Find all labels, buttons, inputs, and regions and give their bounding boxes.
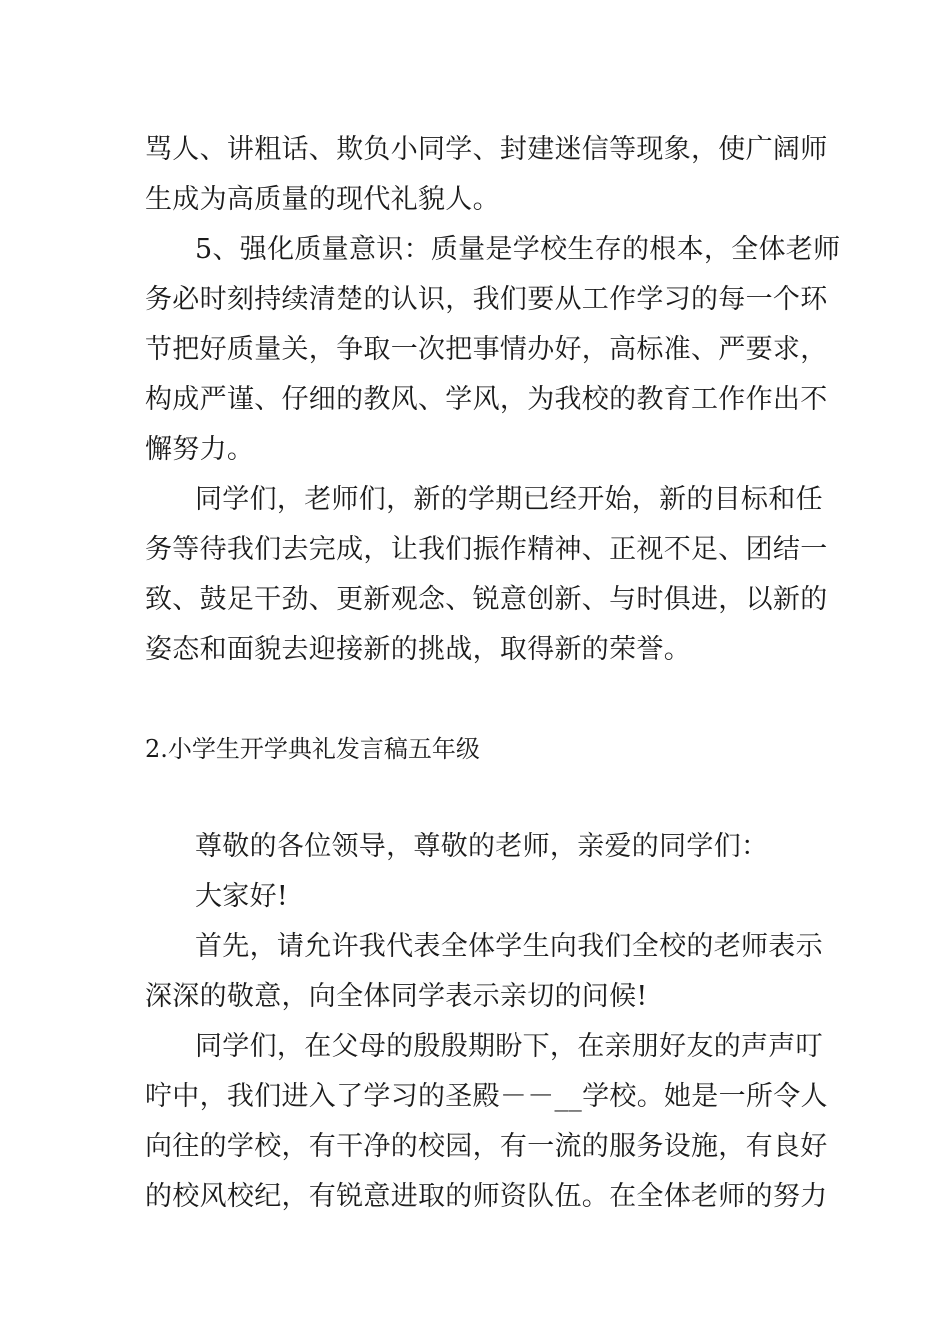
text-line: 务必时刻持续清楚的认识，我们要从工作学习的每一个环 bbox=[145, 284, 828, 315]
salutation: 尊敬的各位领导，尊敬的老师，亲爱的同学们： bbox=[195, 831, 769, 862]
text-line: 同学们，老师们，新的学期已经开始，新的目标和任 bbox=[195, 484, 823, 515]
section-title: 2.小学生开学典礼发言稿五年级 bbox=[145, 735, 480, 763]
text-line: 首先，请允许我代表全体学生向我们全校的老师表示 bbox=[195, 931, 823, 962]
text-line: 咛中，我们进入了学习的圣殿－－__学校。她是一所令人 bbox=[145, 1081, 828, 1112]
text-line: 同学们，在父母的殷殷期盼下，在亲朋好友的声声叮 bbox=[195, 1031, 823, 1062]
text-line: 向往的学校，有干净的校园，有一流的服务设施，有良好 bbox=[145, 1131, 828, 1162]
greeting: 大家好! bbox=[195, 881, 289, 912]
text-line: 节把好质量关，争取一次把事情办好，高标准、严要求， bbox=[145, 334, 828, 365]
text-line: 构成严谨、仔细的教风、学风，为我校的教育工作作出不 bbox=[145, 384, 828, 415]
text-line: 致、鼓足干劲、更新观念、锐意创新、与时俱进，以新的 bbox=[145, 584, 828, 615]
text-line: 5、强化质量意识：质量是学校生存的根本，全体老师 bbox=[195, 234, 841, 265]
text-line: 务等待我们去完成，让我们振作精神、正视不足、团结一 bbox=[145, 534, 828, 565]
text-line: 生成为高质量的现代礼貌人。 bbox=[145, 184, 500, 215]
text-line: 懈努力。 bbox=[145, 434, 255, 465]
text-line: 姿态和面貌去迎接新的挑战，取得新的荣誉。 bbox=[145, 634, 691, 665]
text-line: 深深的敬意，向全体同学表示亲切的问候! bbox=[145, 981, 648, 1012]
text-line: 的校风校纪，有锐意进取的师资队伍。在全体老师的努力 bbox=[145, 1181, 828, 1212]
text-line: 骂人、讲粗话、欺负小同学、封建迷信等现象，使广阔师 bbox=[145, 134, 828, 165]
